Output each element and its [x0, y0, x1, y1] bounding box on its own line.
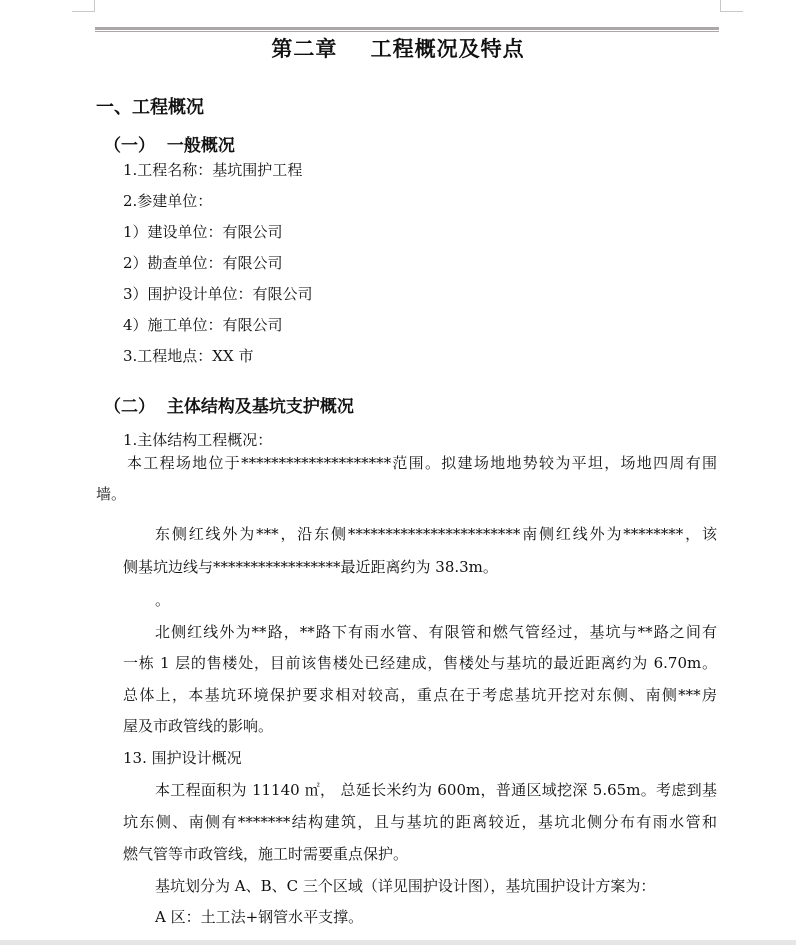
page-bottom-edge: [0, 940, 796, 945]
participant-design: 3）围护设计单位：有限公司: [123, 285, 313, 303]
chapter-title: 第二章 工程概况及特点: [271, 36, 525, 61]
header-rule: [95, 27, 719, 32]
paragraph-line: 基坑划分为 A、B、C 三个区域（详见围护设计图），基坑围护设计方案为：: [155, 877, 656, 895]
design-overview-heading: 13. 围护设计概况: [123, 749, 242, 767]
structure-overview-label: 1.主体结构工程概况：: [123, 431, 273, 449]
paragraph-line: 一栋 1 层的售楼处，目前该售楼处已经建成，售楼处与基坑的最近距离约为 6.70m。: [123, 654, 717, 672]
subsection-heading-general: （一） 一般概况: [104, 136, 235, 156]
paragraph-line: 本工程面积为 11140 ㎡， 总延长米约为 600m，普通区域挖深 5.65m。考虑到基: [155, 781, 717, 799]
section-heading-overview: 一、工程概况: [96, 97, 204, 118]
project-name-line: 1.工程名称：基坑围护工程: [123, 161, 303, 179]
paragraph-line: 总体上，本基坑环境保护要求相对较高，重点在于考虑基坑开挖对东侧、南侧***房: [123, 686, 717, 704]
participants-label: 2.参建单位：: [123, 192, 213, 210]
paragraph-line: 东侧红线外为***，沿东侧***********************南侧红线外为********，该: [155, 525, 717, 543]
paragraph-line: A 区：土工法+钢管水平支撑。: [155, 908, 364, 926]
paragraph-line: 侧基坑边线与*****************最近距离约为 38.3m。: [123, 558, 498, 576]
paragraph-line: 本工程场地位于********************范围。拟建场地地势较为平坦，场地四周有围: [127, 454, 717, 472]
participant-survey: 2）勘查单位：有限公司: [123, 254, 283, 272]
paragraph-line: 坑东侧、南侧有*******结构建筑，且与基坑的距离较近，基坑北侧分布有雨水管和: [123, 813, 717, 831]
paragraph-line: 燃气管等市政管线，施工时需要重点保护。: [123, 845, 409, 863]
page-corner-mark-right: [720, 0, 743, 12]
page-corner-mark-left: [72, 0, 95, 12]
project-location-line: 3.工程地点：XX 市: [123, 347, 254, 365]
participant-owner: 1）建设单位：有限公司: [123, 223, 283, 241]
paragraph-line: 屋及市政管线的影响。: [123, 717, 274, 735]
participant-construction: 4）施工单位：有限公司: [123, 316, 283, 334]
paragraph-line: 墙。: [96, 485, 127, 503]
subsection-heading-structure: （二） 主体结构及基坑支护概况: [104, 397, 354, 417]
paragraph-line: 。: [155, 591, 171, 609]
paragraph-line: 北侧红线外为**路，**路下有雨水管、有限管和燃气管经过，基坑与**路之间有: [155, 623, 717, 641]
